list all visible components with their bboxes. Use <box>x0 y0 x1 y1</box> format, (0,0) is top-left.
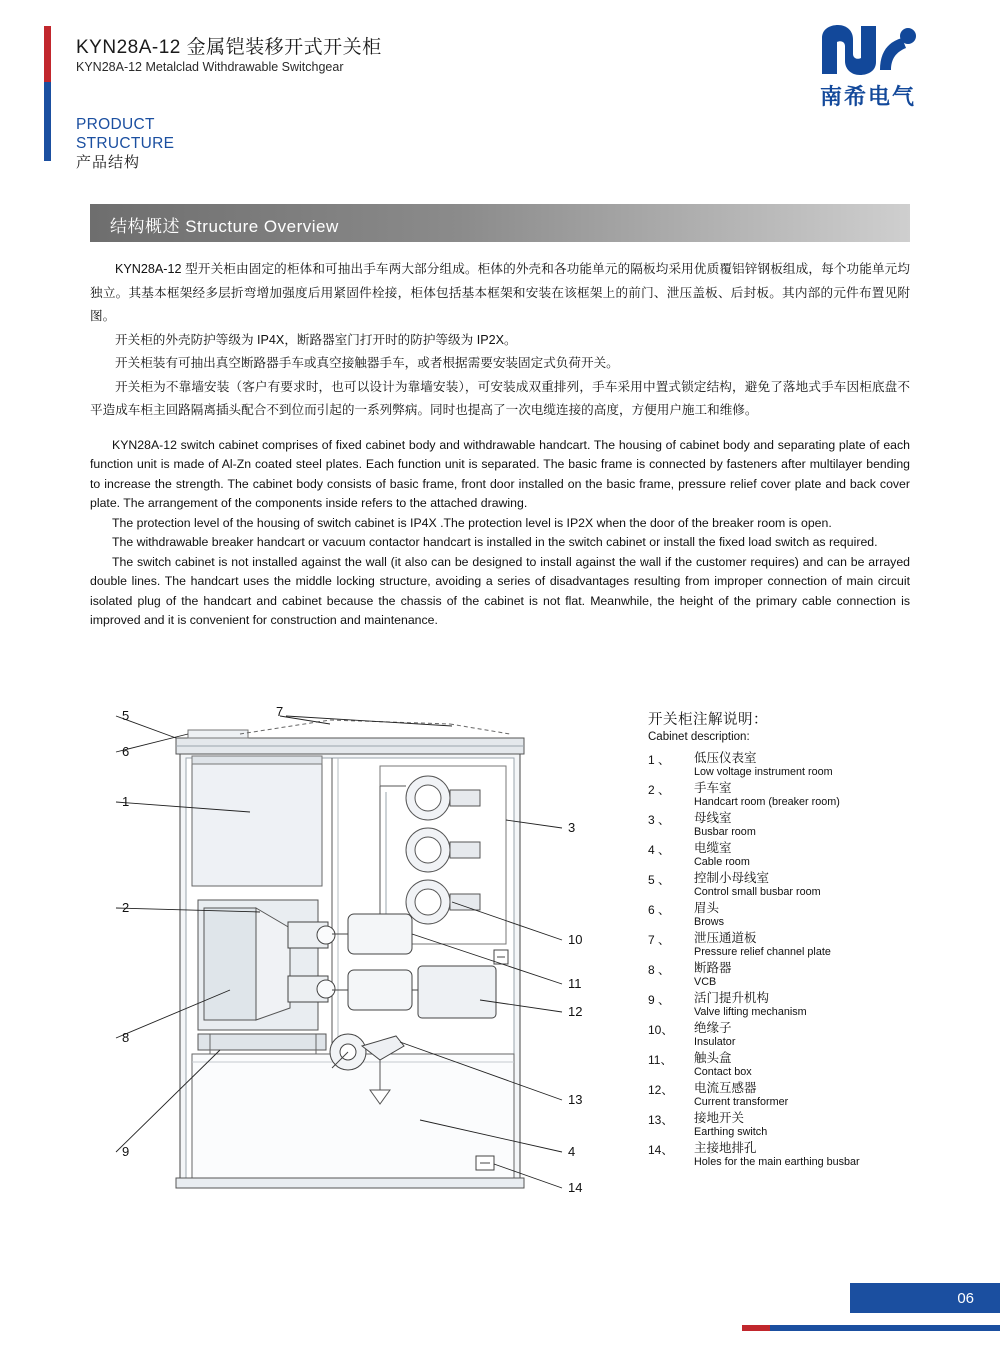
callout-1: 1 <box>122 794 130 809</box>
list-item <box>648 901 978 929</box>
company-logo <box>788 24 948 114</box>
legend-item-cn: 泄压通道板 <box>694 931 757 945</box>
paragraph-en-2: The protection level of the housing of switch cabinet is IP4X .The protection level is IP2X when the door of the breaker room is open. <box>112 515 832 530</box>
legend-item-cn: 低压仪表室 <box>694 751 757 765</box>
section-label-cn: 产品结构 <box>76 154 141 171</box>
legend-item-en: Handcart room (breaker room) <box>694 796 840 808</box>
legend-item-en: Cable room <box>694 856 750 868</box>
paragraph-en-1: KYN28A-12 switch cabinet comprises of fixed cabinet body and withdrawable handcart. The housing of cabinet body and separating plate of each function unit is made of Al-Zn coated steel plates. Each function unit is separated. The basic frame is connected by fasteners after multilayer bending to increase the strength. The cabinet body consists of basic frame, front door installed on the basic frame, pressure relief cover plate and back cover plate. The arrangement of the components inside refers to the attached drawing. <box>90 437 910 510</box>
legend-item-cn: 眉头 <box>694 901 720 915</box>
legend-item-en: Pressure relief channel plate <box>694 946 831 958</box>
legend-item-en: Busbar room <box>694 826 756 838</box>
legend-item-en: Control small busbar room <box>694 886 821 898</box>
legend-title-en: Cabinet description: <box>648 731 750 743</box>
callout-5: 5 <box>122 708 130 723</box>
callout-2: 2 <box>122 900 130 915</box>
page-header <box>0 0 1000 180</box>
paragraph-cn-2: 开关柜的外壳防护等级为 IP4X，断路器室门打开时的防护等级为 IP2X。 <box>115 332 517 347</box>
cabinet-description-legend <box>648 708 978 1171</box>
section-label-en-line2: STRUCTURE <box>76 135 175 152</box>
footer-page-block <box>850 1283 1000 1313</box>
list-item <box>648 841 978 869</box>
legend-item-number: 4 、 <box>648 843 671 857</box>
legend-item-cn: 接地开关 <box>694 1111 745 1125</box>
callout-6: 6 <box>122 744 130 759</box>
legend-item-number: 13、 <box>648 1113 674 1127</box>
structure-overview-bar <box>90 204 910 242</box>
legend-item-cn: 触头盒 <box>694 1051 732 1065</box>
paragraph-cn-4: 开关柜为不靠墙安装（客户有要求时，也可以设计为靠墙安装），可安装成双重排列，手车采用中置式锁定结构，避免了落地式手车因柜底盘不平造成车柜主回路隔离插头配合不到位而引起的一系列弊病。同时也提高了一次电缆连接的高度，方便用户施工和维修。 <box>90 379 910 417</box>
callout-9: 9 <box>122 1144 130 1159</box>
legend-item-en: Low voltage instrument room <box>694 766 833 778</box>
footer-rule-blue <box>770 1325 1000 1331</box>
legend-item-en: Insulator <box>694 1036 736 1048</box>
legend-item-cn: 控制小母线室 <box>694 871 770 885</box>
legend-item-en: Valve lifting mechanism <box>694 1006 807 1018</box>
legend-list <box>648 751 978 1169</box>
list-item <box>648 1021 978 1049</box>
legend-title-cn: 开关柜注解说明： <box>648 712 768 728</box>
list-item <box>648 1051 978 1079</box>
legend-item-number: 14、 <box>648 1143 674 1157</box>
list-item <box>648 811 978 839</box>
legend-item-cn: 母线室 <box>694 811 732 825</box>
list-item <box>648 751 978 779</box>
legend-item-cn: 断路器 <box>694 961 732 975</box>
legend-item-cn: 电流互感器 <box>694 1081 757 1095</box>
paragraph-cn-3: 开关柜装有可抽出真空断路器手车或真空接触器手车，或者根据需要安装固定式负荷开关。 <box>115 356 619 370</box>
list-item <box>648 1111 978 1139</box>
legend-item-en: VCB <box>694 976 717 988</box>
page-footer <box>0 1279 1000 1357</box>
callout-8: 8 <box>122 1030 130 1045</box>
callout-10: 10 <box>568 932 583 947</box>
section-label-en-line1: PRODUCT <box>76 116 155 133</box>
body-text <box>90 258 910 631</box>
legend-item-number: 11、 <box>648 1053 673 1067</box>
accent-bar-blue <box>44 82 51 161</box>
legend-item-cn: 主接地排孔 <box>694 1141 757 1155</box>
legend-item-en: Holes for the main earthing busbar <box>694 1156 860 1168</box>
logo-company-name: 南希电气 <box>819 84 916 109</box>
structure-overview-bar-label: 结构概述 Structure Overview <box>110 217 339 236</box>
list-item <box>648 931 978 959</box>
legend-item-cn: 活门提升机构 <box>694 991 770 1005</box>
callout-14: 14 <box>568 1180 583 1195</box>
legend-item-number: 6 、 <box>648 903 671 917</box>
legend-item-number: 2 、 <box>648 783 671 797</box>
section-label <box>76 115 174 172</box>
legend-item-cn: 手车室 <box>694 781 732 795</box>
legend-item-cn: 电缆室 <box>694 841 732 855</box>
legend-item-en: Contact box <box>694 1066 752 1078</box>
legend-item-number: 12、 <box>648 1083 674 1097</box>
callout-7: 7 <box>276 704 284 719</box>
callout-11: 11 <box>568 976 582 991</box>
list-item <box>648 991 978 1019</box>
footer-rule-red <box>742 1325 770 1331</box>
legend-item-number: 3 、 <box>648 813 671 827</box>
list-item <box>648 1141 978 1169</box>
accent-bar-red <box>44 26 51 82</box>
paragraph-en-4: The switch cabinet is not installed against the wall (it also can be designed to install against the wall if the customer requires) and can be arrayed double lines. The handcart uses the middle locking structure, avoiding a series of disadvantages resulting from improper connection of main circuit isolated plug of the handcart and cabinet because the chassis of the cabinet is not flat. Meanwhile, the height of the primary cable connection is improved and it is convenient for construction and maintenance. <box>90 554 910 627</box>
legend-item-number: 7 、 <box>648 933 671 947</box>
header-accent-bar <box>44 26 51 161</box>
switchgear-drawing-svg <box>80 690 640 1230</box>
legend-item-en: Brows <box>694 916 724 928</box>
legend-item-number: 1 、 <box>648 753 671 767</box>
legend-item-en: Current transformer <box>694 1096 789 1108</box>
switchgear-technical-drawing <box>80 690 640 1230</box>
list-item <box>648 871 978 899</box>
callout-4: 4 <box>568 1144 576 1159</box>
legend-item-number: 9 、 <box>648 993 671 1007</box>
callout-13: 13 <box>568 1092 583 1107</box>
callout-12: 12 <box>568 1004 583 1019</box>
legend-item-number: 8 、 <box>648 963 671 977</box>
legend-item-cn: 绝缘子 <box>694 1021 732 1035</box>
page-title-en: KYN28A-12 Metalclad Withdrawable Switchgear <box>76 60 344 74</box>
callout-3: 3 <box>568 820 576 835</box>
list-item <box>648 1081 978 1109</box>
page-number: 06 <box>957 1290 974 1307</box>
figure-area <box>0 690 1000 1230</box>
paragraph-spacer <box>90 423 910 436</box>
logo-mark-icon <box>818 24 918 76</box>
legend-item-number: 10、 <box>648 1023 674 1037</box>
list-item <box>648 781 978 809</box>
paragraph-cn-1: KYN28A-12 型开关柜由固定的柜体和可抽出手车两大部分组成。柜体的外壳和各功能单元的隔板均采用优质覆铝锌钢板组成，每个功能单元均独立。其基本框架经多层折弯增加强度后用紧固件栓接，柜体包括基本框架和安装在该框架上的前门、泄压盖板、后封板。其内部的元件布置见附图。 <box>90 262 910 323</box>
legend-item-en: Earthing switch <box>694 1126 768 1138</box>
paragraph-en-3: The withdrawable breaker handcart or vacuum contactor handcart is installed in the switch cabinet or install the fixed load switch as required. <box>112 535 878 549</box>
page-title-cn: KYN28A-12 金属铠装移开式开关柜 <box>76 37 382 58</box>
legend-item-number: 5 、 <box>648 873 671 887</box>
list-item <box>648 961 978 989</box>
